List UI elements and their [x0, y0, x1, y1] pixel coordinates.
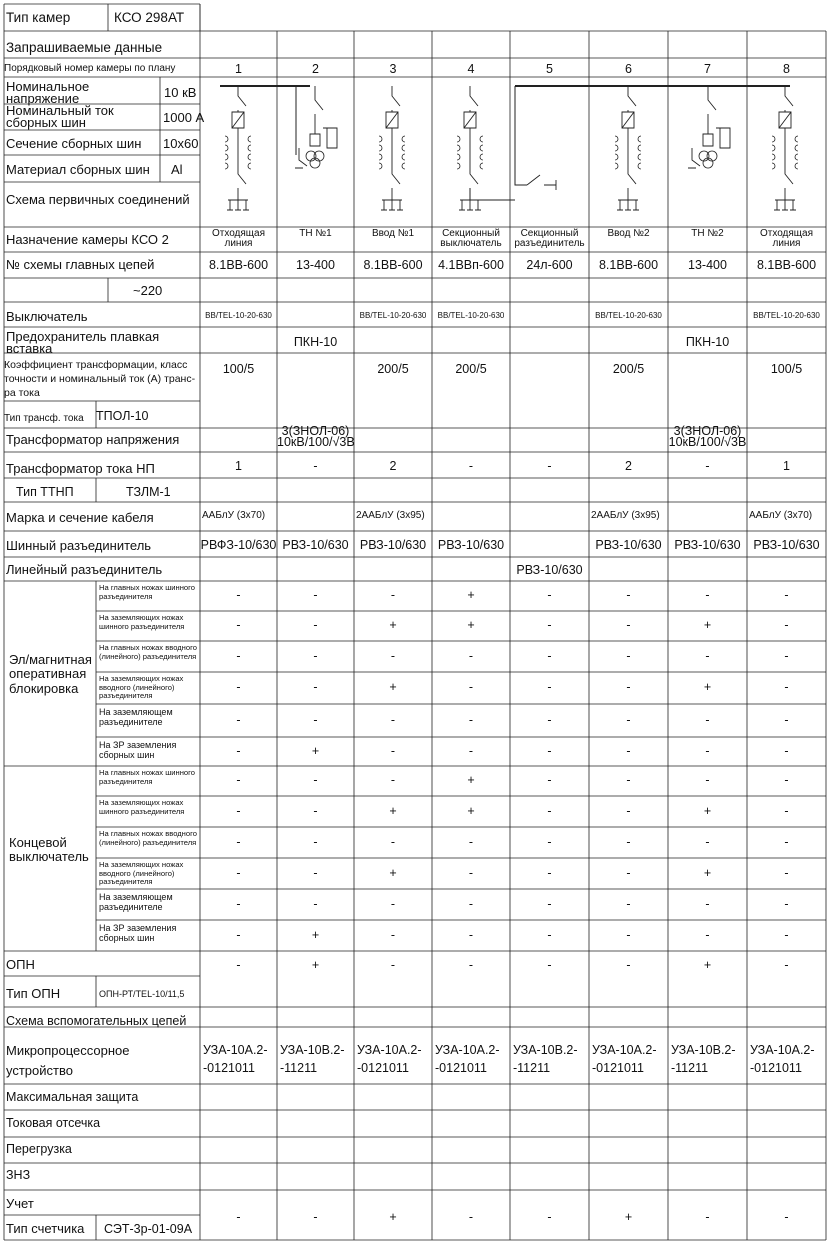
meter-type-label: Тип счетчика — [6, 1221, 85, 1236]
breaker-value-4: BB/TEL-10-20-630 — [437, 311, 505, 320]
interlock-value: + — [467, 618, 475, 632]
interlock-value: + — [389, 618, 397, 632]
vt-type: 3(ЗНОЛ-06) — [281, 424, 350, 438]
cell-number-2: 2 — [312, 62, 319, 76]
interlock-value: + — [311, 743, 320, 758]
limit-value: - — [705, 773, 710, 787]
limit-value: - — [236, 865, 241, 880]
limit-value: - — [705, 834, 710, 849]
metering-value-7: - — [705, 1210, 710, 1224]
limit-value: - — [313, 896, 318, 911]
zct-value-4: - — [468, 459, 474, 473]
metering-value-5: - — [547, 1210, 552, 1224]
purpose-value-6: Ввод №2 — [607, 228, 650, 239]
cable-value-8: ААБлУ (3x70) — [749, 510, 813, 521]
vt-label: Трансформатор напряжения — [6, 432, 180, 447]
interlock-value: - — [784, 680, 789, 694]
limit-value: - — [236, 773, 241, 787]
cell-number-5: 5 — [546, 62, 553, 76]
opn-label: ОПН — [6, 957, 35, 972]
opn-value-8: - — [784, 958, 789, 972]
sectional-link — [470, 188, 515, 200]
vt-value-2 — [277, 426, 354, 449]
interlock-value: + — [703, 618, 712, 632]
section-label: Сечение сборных шин — [6, 136, 142, 151]
limit-row-label-1: На главных ножах шинного разъединителя — [99, 768, 195, 786]
limit-value: - — [547, 927, 552, 942]
cell-number-4: 4 — [467, 62, 475, 76]
opn-value-3: - — [390, 958, 396, 972]
scheme-number-4: 4.1ВВп-600 — [438, 258, 504, 272]
zct-value-1: 1 — [235, 459, 242, 473]
ct-ratio-value-4: 200/5 — [455, 362, 487, 376]
interlock-value: - — [236, 743, 241, 758]
limit-value: - — [390, 773, 396, 787]
feeder-scheme-8 — [774, 86, 796, 210]
limit-value: + — [703, 803, 712, 818]
limit-value: - — [547, 896, 552, 911]
opn-value-4: - — [468, 958, 474, 972]
limit-value: + — [467, 803, 475, 818]
purpose-value-8: Отходящая линия — [759, 228, 814, 249]
limit-value: - — [390, 896, 396, 911]
interlock-value: - — [626, 712, 631, 727]
scheme-number-3: 8.1ВВ-600 — [363, 258, 423, 272]
zct-label: Трансформатор тока НП — [6, 461, 155, 476]
zct-value-2: - — [313, 459, 318, 473]
interlock-row-label-2: На заземляющих ножах шинного разъединителя — [99, 613, 185, 631]
bus-disconnector-value-4: РВЗ-10/630 — [437, 538, 505, 552]
mpu-line: -11211 — [280, 1061, 318, 1076]
limit-value: + — [389, 865, 397, 880]
limit-value: - — [784, 773, 789, 787]
mpu-line: -0121011 — [435, 1061, 487, 1076]
protection-label-4: ЗНЗ — [6, 1168, 31, 1182]
mpu-line: -11211 — [513, 1061, 551, 1076]
opn-value-5: - — [547, 958, 552, 972]
interlock-value: - — [547, 743, 552, 758]
limit-value: - — [626, 773, 631, 787]
interlock-value: - — [784, 743, 789, 758]
cable-value-6: 2ААБлУ (3x95) — [591, 510, 660, 521]
limit-value: - — [626, 803, 631, 818]
ct-ratio-value-6: 200/5 — [612, 362, 645, 376]
interlock-value: - — [784, 712, 789, 727]
interlock-value: - — [547, 680, 552, 694]
mpu-line: УЗА-10А.2- — [357, 1043, 422, 1057]
interlock-value: - — [784, 588, 789, 602]
ct-type-label: Тип трансф. тока — [4, 413, 84, 424]
mpu-value-7 — [671, 1041, 747, 1077]
mpu-label: Микропроцессорное устройство — [6, 1043, 130, 1079]
interlock-value: - — [784, 618, 789, 632]
interlock-value: - — [468, 648, 474, 663]
limit-value: - — [468, 865, 474, 880]
cell-number-8: 8 — [783, 62, 790, 76]
opn-type-label: Тип ОПН — [6, 986, 61, 1001]
aux-scheme-label: Схема вспомогательных цепей — [6, 1014, 187, 1028]
interlock-value: - — [784, 648, 789, 663]
metering-value-2: - — [313, 1210, 318, 1224]
mpu-value-8 — [750, 1041, 826, 1077]
vt-ratio: 10кВ/100/√3В — [277, 435, 355, 450]
protection-label-2: Токовая отсечка — [6, 1116, 101, 1130]
mpu-value-4 — [435, 1041, 510, 1077]
current-label: Номинальный ток сборных шин — [6, 103, 114, 131]
cell-number-1: 1 — [235, 62, 242, 76]
zct-value-7: - — [705, 459, 710, 473]
mpu-value-5 — [513, 1041, 589, 1077]
interlock-value: - — [705, 648, 710, 663]
limit-row-label-4: На заземляющих ножах вводного (линейного) разъединителя — [99, 860, 184, 887]
interlock-value: - — [547, 618, 552, 632]
limit-value: - — [468, 834, 474, 849]
mpu-value-2 — [280, 1041, 354, 1077]
interlock-value: - — [626, 588, 631, 602]
mpu-value-3 — [357, 1041, 432, 1077]
limit-value: - — [784, 803, 789, 818]
limit-value: + — [467, 773, 475, 787]
vt-value-7 — [668, 426, 747, 449]
metering-value-1: - — [236, 1210, 241, 1224]
breaker-value-6: BB/TEL-10-20-630 — [595, 311, 662, 320]
purpose-value-1: Отходящая линия — [211, 228, 266, 249]
limit-value: - — [236, 803, 241, 818]
interlock-value: - — [236, 618, 241, 632]
fuse-value-2: ПКН-10 — [293, 335, 338, 349]
limit-value: - — [390, 834, 396, 849]
interlock-value: - — [547, 648, 552, 663]
opn-value-2: + — [311, 958, 320, 972]
limit-row-label-5: На заземляющем разъединителе — [99, 892, 173, 913]
interlock-value: - — [390, 588, 396, 602]
interlock-row-label-5: На заземляющем разъединителе — [99, 707, 173, 728]
interlock-value: - — [313, 618, 318, 632]
limit-value: - — [626, 896, 631, 911]
zct-value-5: - — [547, 459, 552, 473]
limit-value: - — [626, 865, 631, 880]
cell-number-6: 6 — [625, 62, 632, 76]
interlock-label: Эл/магнитная оперативная блокировка — [9, 652, 92, 696]
interlock-row-label-3: На главных ножах вводного (линейного) разъединителя — [99, 643, 197, 661]
section-value: 10x60 — [163, 136, 199, 151]
camera-type-label: Тип камер — [6, 10, 71, 25]
mpu-line: УЗА-10А.2- — [592, 1043, 657, 1057]
feeder-scheme-3 — [381, 86, 403, 210]
limit-value: - — [236, 896, 241, 911]
mpu-line: УЗА-10В.2- — [671, 1043, 736, 1057]
material-label: Материал сборных шин — [6, 162, 150, 177]
cable-label: Марка и сечение кабеля — [6, 510, 154, 525]
mpu-line: УЗА-10А.2- — [435, 1043, 500, 1057]
interlock-row-label-6: На ЗР заземления сборных шин — [99, 740, 177, 761]
line-disconnector-label: Линейный разъединитель — [6, 562, 163, 577]
breaker-value-3: BB/TEL-10-20-630 — [359, 311, 427, 320]
purpose-value-5: Секционный разъединитель — [514, 228, 585, 249]
metering-value-3: + — [389, 1210, 397, 1224]
limit-value: - — [313, 803, 318, 818]
requested-data-label: Запрашиваемые данные — [6, 40, 163, 55]
interlock-row-label-4: На заземляющих ножах вводного (линейного) разъединителя — [99, 674, 184, 701]
opn-type-value: ОПН-РТ/TEL-10/11,5 — [99, 989, 185, 999]
interlock-value: - — [313, 680, 318, 694]
limit-row-label-6: На ЗР заземления сборных шин — [99, 923, 177, 944]
cell-number-7: 7 — [704, 62, 711, 76]
interlock-value: - — [547, 588, 552, 602]
breaker-label: Выключатель — [6, 309, 88, 324]
protection-label-3: Перегрузка — [6, 1142, 72, 1156]
interlock-value: - — [626, 618, 631, 632]
opn-value-6: - — [626, 958, 631, 972]
scheme-number-2: 13-400 — [296, 258, 335, 272]
camera-type-value: КСО 298АТ — [114, 10, 185, 25]
interlock-value: - — [705, 712, 710, 727]
limit-value: - — [784, 896, 789, 911]
interlock-value: - — [236, 588, 241, 602]
bus-disconnector-value-3: РВЗ-10/630 — [359, 538, 427, 552]
interlock-value: - — [313, 588, 318, 602]
breaker-value-1: BB/TEL-10-20-630 — [205, 311, 272, 320]
limit-value: - — [236, 834, 241, 849]
mpu-line: -0121011 — [203, 1061, 255, 1076]
purpose-value-4: Секционный выключатель — [440, 228, 502, 249]
feeder-scheme-6 — [617, 86, 639, 210]
current-value: 1000 А — [163, 110, 205, 125]
cable-value-1: ААБлУ (3x70) — [202, 510, 266, 521]
limit-row-label-2: На заземляющих ножах шинного разъединителя — [99, 798, 185, 816]
scheme-number-6: 8.1ВВ-600 — [598, 258, 659, 272]
limit-row-label-3: На главных ножах вводного (линейного) разъединителя — [99, 829, 197, 847]
mpu-line: -0121011 — [750, 1061, 802, 1076]
metering-value-6: + — [624, 1210, 633, 1224]
interlock-row-label-1: На главных ножах шинного разъединителя — [99, 583, 195, 601]
order-number-label: Порядковый номер камеры по плану — [4, 63, 176, 74]
breaker-value-8: BB/TEL-10-20-630 — [753, 311, 820, 320]
limit-value: - — [626, 927, 631, 942]
mpu-line: УЗА-10В.2- — [513, 1043, 578, 1057]
zct-value-8: 1 — [783, 459, 790, 473]
interlock-value: - — [313, 648, 318, 663]
mpu-line: -0121011 — [357, 1061, 409, 1076]
bus-disconnector-value-2: РВЗ-10/630 — [282, 538, 349, 552]
limit-value: - — [547, 834, 552, 849]
interlock-value: - — [468, 680, 474, 694]
ct-ratio-value-3: 200/5 — [377, 362, 409, 376]
ct-ratio-value-8: 100/5 — [770, 362, 803, 376]
scheme-label: Схема первичных соединений — [6, 192, 190, 207]
purpose-label: Назначение камеры КСО 2 — [6, 232, 169, 247]
limit-value: - — [784, 927, 789, 942]
zct-type-label: Тип ТТНП — [16, 485, 74, 499]
bus-disconnector-value-7: РВЗ-10/630 — [674, 538, 741, 552]
limit-value: - — [468, 927, 474, 942]
mpu-value-1 — [203, 1041, 277, 1077]
mpu-line: УЗА-10А.2- — [750, 1043, 815, 1057]
interlock-value: - — [705, 588, 710, 602]
cell-number-3: 3 — [389, 62, 397, 76]
purpose-value-7: ТН №2 — [691, 228, 724, 239]
fuse-value-7: ПКН-10 — [685, 335, 730, 349]
vt-ratio: 10кВ/100/√3В — [668, 435, 747, 450]
limit-value: + — [703, 865, 712, 880]
metering-label: Учет — [6, 1196, 34, 1211]
fuse-label: Предохранитель плавкая вставка — [6, 329, 160, 356]
opn-value-1: - — [236, 958, 241, 972]
scheme-number-7: 13-400 — [688, 258, 727, 272]
interlock-value: - — [468, 743, 474, 758]
interlock-value: - — [236, 680, 241, 694]
zct-value-6: 2 — [625, 459, 632, 473]
sectional-disconnector-scheme-5 — [527, 175, 556, 190]
scheme-number-1: 8.1ВВ-600 — [208, 258, 269, 272]
mpu-line: -0121011 — [592, 1061, 644, 1076]
interlock-value: - — [390, 648, 396, 663]
interlock-value: + — [467, 588, 475, 602]
opn-value-7: + — [703, 958, 712, 972]
interlock-value: - — [626, 680, 631, 694]
voltage-label: Номинальное напряжение — [6, 79, 90, 107]
interlock-value: - — [626, 648, 631, 663]
limit-value: - — [547, 865, 552, 880]
mpu-line: -11211 — [671, 1061, 709, 1076]
meter-type-value: СЭТ-3р-01-09А — [104, 1222, 193, 1236]
interlock-value: - — [236, 648, 241, 663]
purpose-value-2: ТН №1 — [299, 228, 332, 239]
mpu-line: УЗА-10В.2- — [280, 1043, 345, 1057]
scheme-number-5: 24л-600 — [526, 258, 573, 272]
bus-disconnector-label: Шинный разъединитель — [6, 538, 152, 553]
line-disconnector-value-5: РВЗ-10/630 — [516, 563, 583, 577]
ct-ratio-value-1: 100/5 — [222, 362, 255, 376]
bus-disconnector-value-1: РВФЗ-10/630 — [200, 538, 277, 552]
aux-voltage: ~220 — [133, 283, 163, 298]
bus-disconnector-value-8: РВЗ-10/630 — [753, 538, 820, 552]
scheme-number-8: 8.1ВВ-600 — [756, 258, 817, 272]
limit-value: - — [705, 927, 710, 942]
limit-value: - — [547, 773, 552, 787]
limit-value: - — [547, 803, 552, 818]
limit-value: - — [784, 865, 789, 880]
mpu-value-6 — [592, 1041, 668, 1077]
purpose-value-3: Ввод №1 — [371, 228, 415, 239]
limit-value: - — [468, 896, 474, 911]
mpu-line: УЗА-10А.2- — [203, 1043, 268, 1057]
ct-type-value: ТПОЛ-10 — [96, 409, 149, 423]
metering-value-8: - — [784, 1210, 789, 1224]
interlock-value: - — [313, 712, 318, 727]
limit-value: - — [313, 773, 318, 787]
interlock-value: - — [390, 712, 396, 727]
limit-switch-label: Концевой выключатель — [9, 835, 89, 865]
metering-value-4: - — [468, 1210, 474, 1224]
protection-label-1: Максимальная защита — [6, 1090, 139, 1104]
vt-type: 3(ЗНОЛ-06) — [673, 424, 742, 438]
cable-value-3: 2ААБлУ (3x95) — [356, 510, 425, 521]
voltage-value: 10 кВ — [164, 85, 197, 100]
interlock-value: - — [236, 712, 241, 727]
interlock-value: - — [705, 743, 710, 758]
limit-value: - — [626, 834, 631, 849]
zct-value-3: 2 — [389, 459, 397, 473]
interlock-value: + — [703, 680, 712, 694]
interlock-value: - — [626, 743, 631, 758]
zct-type-value: ТЗЛМ-1 — [126, 485, 171, 499]
limit-value: + — [311, 927, 320, 942]
interlock-value: + — [389, 680, 397, 694]
ct-ratio-label: Коэффициент трансформации, класс точности и номинальный ток (А) транс-ра тока — [4, 359, 196, 400]
interlock-value: - — [547, 712, 552, 727]
scheme-number-label: № схемы главных цепей — [6, 257, 155, 272]
limit-value: - — [236, 927, 241, 942]
feeder-scheme-1 — [227, 86, 249, 210]
interlock-value: - — [468, 712, 474, 727]
limit-value: - — [705, 896, 710, 911]
limit-value: - — [390, 927, 396, 942]
limit-value: + — [389, 803, 397, 818]
bus-link — [515, 86, 527, 185]
material-value: Al — [171, 162, 183, 177]
limit-value: - — [313, 834, 318, 849]
interlock-value: - — [390, 743, 396, 758]
limit-value: - — [313, 865, 318, 880]
bus-disconnector-value-6: РВЗ-10/630 — [595, 538, 662, 552]
limit-value: - — [784, 834, 789, 849]
